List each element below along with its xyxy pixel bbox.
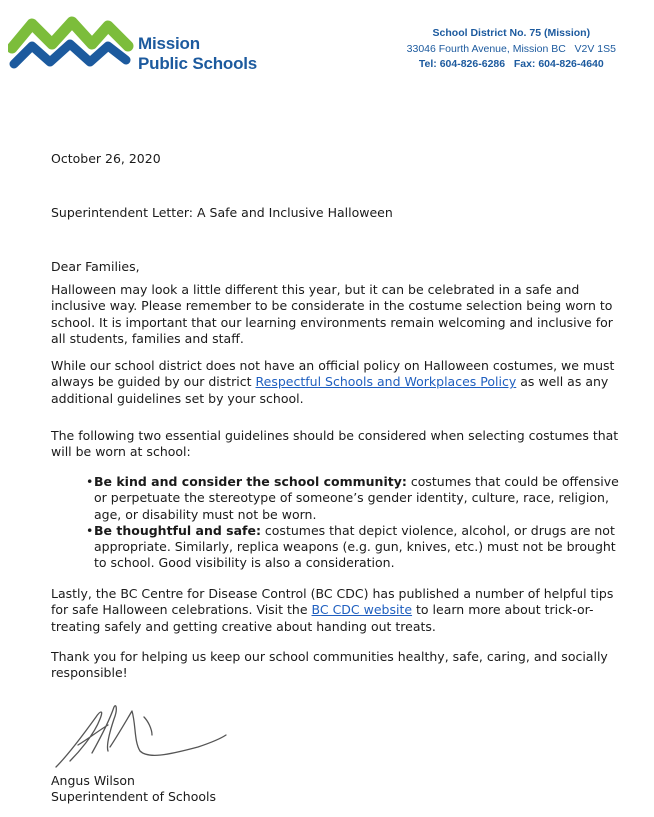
guideline-text: costumes that could be offensive or perpetuate the stereotype of someone’s gender identity, culture, race, religion, age, or disability must not be worn.	[94, 474, 619, 522]
paragraph-intro: Halloween may look a little different this year, but it can be celebrated in a safe and inclusive way. Please remember to be considerate in the costume selection being worn to school. It is important that our learning environments remain welcoming and inclusive for all students, families and staff.	[51, 282, 613, 346]
paragraph-policy	[51, 358, 626, 407]
paragraph-closing: Thank you for helping us keep our school communities healthy, safe, caring, and socially responsible!	[51, 649, 608, 681]
bullet-icon: •	[86, 522, 94, 538]
district-name: School District No. 75 (Mission)	[432, 27, 591, 39]
list-item	[86, 523, 626, 572]
letter-subject: Superintendent Letter: A Safe and Inclusive Halloween	[51, 205, 393, 220]
district-contact: Tel: 604-826-6286 Fax: 604-826-4640	[418, 58, 604, 70]
paragraph-bccdc	[51, 586, 626, 635]
signature-icon	[48, 695, 228, 775]
brand-line-1: Mission	[138, 34, 200, 53]
brand-name	[138, 34, 257, 74]
guideline-body	[94, 523, 626, 572]
signer-block	[51, 773, 216, 806]
guideline-body	[94, 474, 626, 523]
letter-greeting: Dear Families,	[51, 259, 140, 274]
district-info	[407, 26, 616, 73]
guidelines-list	[86, 474, 626, 572]
signer-name: Angus Wilson	[51, 773, 135, 788]
list-item	[86, 474, 626, 523]
mission-logo-icon	[8, 14, 138, 74]
paragraph-policy-text-2: as well as any additional guidelines set by your school.	[51, 374, 609, 406]
bullet-icon: •	[86, 474, 94, 489]
bc-cdc-website-link[interactable]: BC CDC website	[311, 602, 413, 618]
paragraph-guidelines-intro: The following two essential guidelines should be considered when selecting costumes that will be worn at school:	[51, 428, 619, 460]
paragraph-bccdc-text-2: to learn more about trick-or-treating safely and getting creative about handing out treats.	[51, 602, 594, 634]
guideline-text: costumes that depict violence, alcohol, or drugs are not appropriate. Similarly, replica weapons (e.g. gun, knives, etc.) must not be brought to school. Good visibility is also a consideration.	[94, 522, 616, 571]
paragraph-bccdc-text-1: Lastly, the BC Centre for Disease Control (BC CDC) has published a number of helpful tips for safe Halloween celebrations. Visit the	[51, 586, 614, 618]
guideline-title: Be kind and consider the school community:	[94, 474, 407, 489]
guideline-title: Be thoughtful and safe:	[94, 522, 261, 538]
brand-line-2: Public Schools	[138, 54, 258, 73]
signer-title: Superintendent of Schools	[51, 789, 216, 805]
district-address: 33046 Fourth Avenue, Mission BC V2V 1S5	[406, 42, 616, 55]
respectful-schools-policy-link[interactable]: Respectful Schools and Workplaces Policy	[255, 374, 517, 390]
paragraph-policy-text-1: While our school district does not have an official policy on Halloween costumes, we must always be guided by our district	[51, 358, 615, 390]
letter-date: October 26, 2020	[51, 151, 161, 166]
